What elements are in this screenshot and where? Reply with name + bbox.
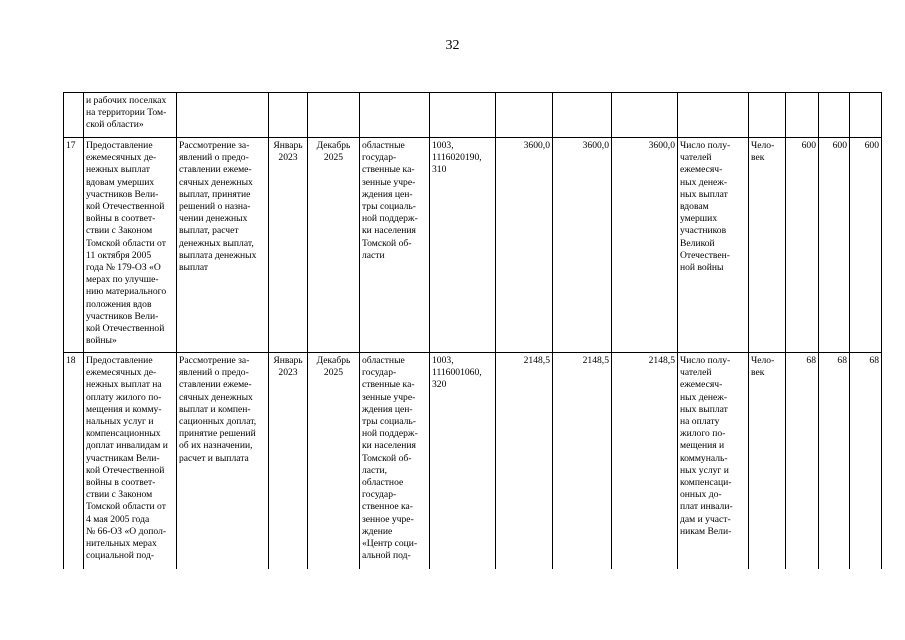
table-row xyxy=(64,138,882,353)
funding-year-2: 3600,0 xyxy=(553,138,612,353)
executor xyxy=(360,93,430,138)
row-number: 18 xyxy=(64,353,84,570)
activity-content: Рассмотрение за- явлений о предо- ставлении ежеме- сячных денежных выплат, принятие решений о назна- чении денежных выплат, расчет денежных выплат, выплата денежных выплат xyxy=(177,138,269,353)
indicator-unit: Чело- век xyxy=(749,138,786,353)
funding-year-3 xyxy=(612,93,678,138)
indicator-unit: Чело- век xyxy=(749,353,786,570)
activity-name: и рабочих поселках на территории Том- ской области» xyxy=(84,93,177,138)
end-date: Декабрь 2025 xyxy=(308,138,360,353)
indicator-year-2 xyxy=(819,93,850,138)
budget-code xyxy=(430,93,496,138)
activity-content xyxy=(177,93,269,138)
indicator-year-2: 68 xyxy=(819,353,850,570)
indicator-name: Число полу- чателей ежемесяч- ных денеж- ных выплат вдовам умерших участников Великой Отечествен- ной войны xyxy=(678,138,749,353)
activity-name: Предоставление ежемесячных де- нежных выплат на оплату жилого по- мещения и комму- нальных услуг и компенсационных доплат инвалидам и участникам Вели- кой Отечественной войны в соответ- ствии с Законом Томской области от 4 мая 2005 года № 66-ОЗ «О допол- нительных мерах социальной под- xyxy=(84,353,177,570)
executor: областные государ- ственные ка- зенные учре- ждения цен- тры социаль- ной поддерж- ки населения Томской об- ласти, областное государ- ственное ка- зенное учре- ждение «Центр соци- альной под- xyxy=(360,353,430,570)
indicator-name xyxy=(678,93,749,138)
funding-year-3: 2148,5 xyxy=(612,353,678,570)
indicator-year-1: 68 xyxy=(786,353,819,570)
indicator-year-1: 600 xyxy=(786,138,819,353)
page-number: 32 xyxy=(445,38,460,53)
activity-name: Предоставление ежемесячных де- нежных выплат вдовам умерших участников Вели- кой Отечественной войны в соответ- ствии с Законом Томской области от 11 октября 2005 года № 179-ОЗ «О мерах по улучше- нию материального положения вдов участников Вели- кой Отечественной войны» xyxy=(84,138,177,353)
row-number: 17 xyxy=(64,138,84,353)
funding-year-2: 2148,5 xyxy=(553,353,612,570)
start-date xyxy=(269,93,308,138)
start-date: Январь 2023 xyxy=(269,353,308,570)
funding-year-1: 2148,5 xyxy=(496,353,553,570)
end-date xyxy=(308,93,360,138)
indicator-year-3: 68 xyxy=(850,353,882,570)
executor: областные государ- ственные ка- зенные учре- ждения цен- тры социаль- ной поддерж- ки населения Томской об- ласти xyxy=(360,138,430,353)
funding-year-1 xyxy=(496,93,553,138)
start-date: Январь 2023 xyxy=(269,138,308,353)
table-row xyxy=(64,93,882,138)
funding-year-1: 3600,0 xyxy=(496,138,553,353)
indicator-year-1 xyxy=(786,93,819,138)
end-date: Декабрь 2025 xyxy=(308,353,360,570)
program-table xyxy=(63,92,882,569)
indicator-year-3 xyxy=(850,93,882,138)
indicator-name: Число полу- чателей ежемесяч- ных денеж- ных выплат на оплату жилого по- мещения и коммуналь- ных услуг и компенсаци- онных до- плат инвали- дам и участ- никам Вели- xyxy=(678,353,749,570)
activity-content: Рассмотрение за- явлений о предо- ставлении ежеме- сячных денежных выплат и компен- сационных доплат, принятие решений об их назначении, расчет и выплата xyxy=(177,353,269,570)
indicator-year-3: 600 xyxy=(850,138,882,353)
budget-code: 1003, 1116001060, 320 xyxy=(430,353,496,570)
indicator-year-2: 600 xyxy=(819,138,850,353)
budget-code: 1003, 1116020190, 310 xyxy=(430,138,496,353)
table-row xyxy=(64,353,882,570)
funding-year-3: 3600,0 xyxy=(612,138,678,353)
funding-year-2 xyxy=(553,93,612,138)
indicator-unit xyxy=(749,93,786,138)
row-number xyxy=(64,93,84,138)
